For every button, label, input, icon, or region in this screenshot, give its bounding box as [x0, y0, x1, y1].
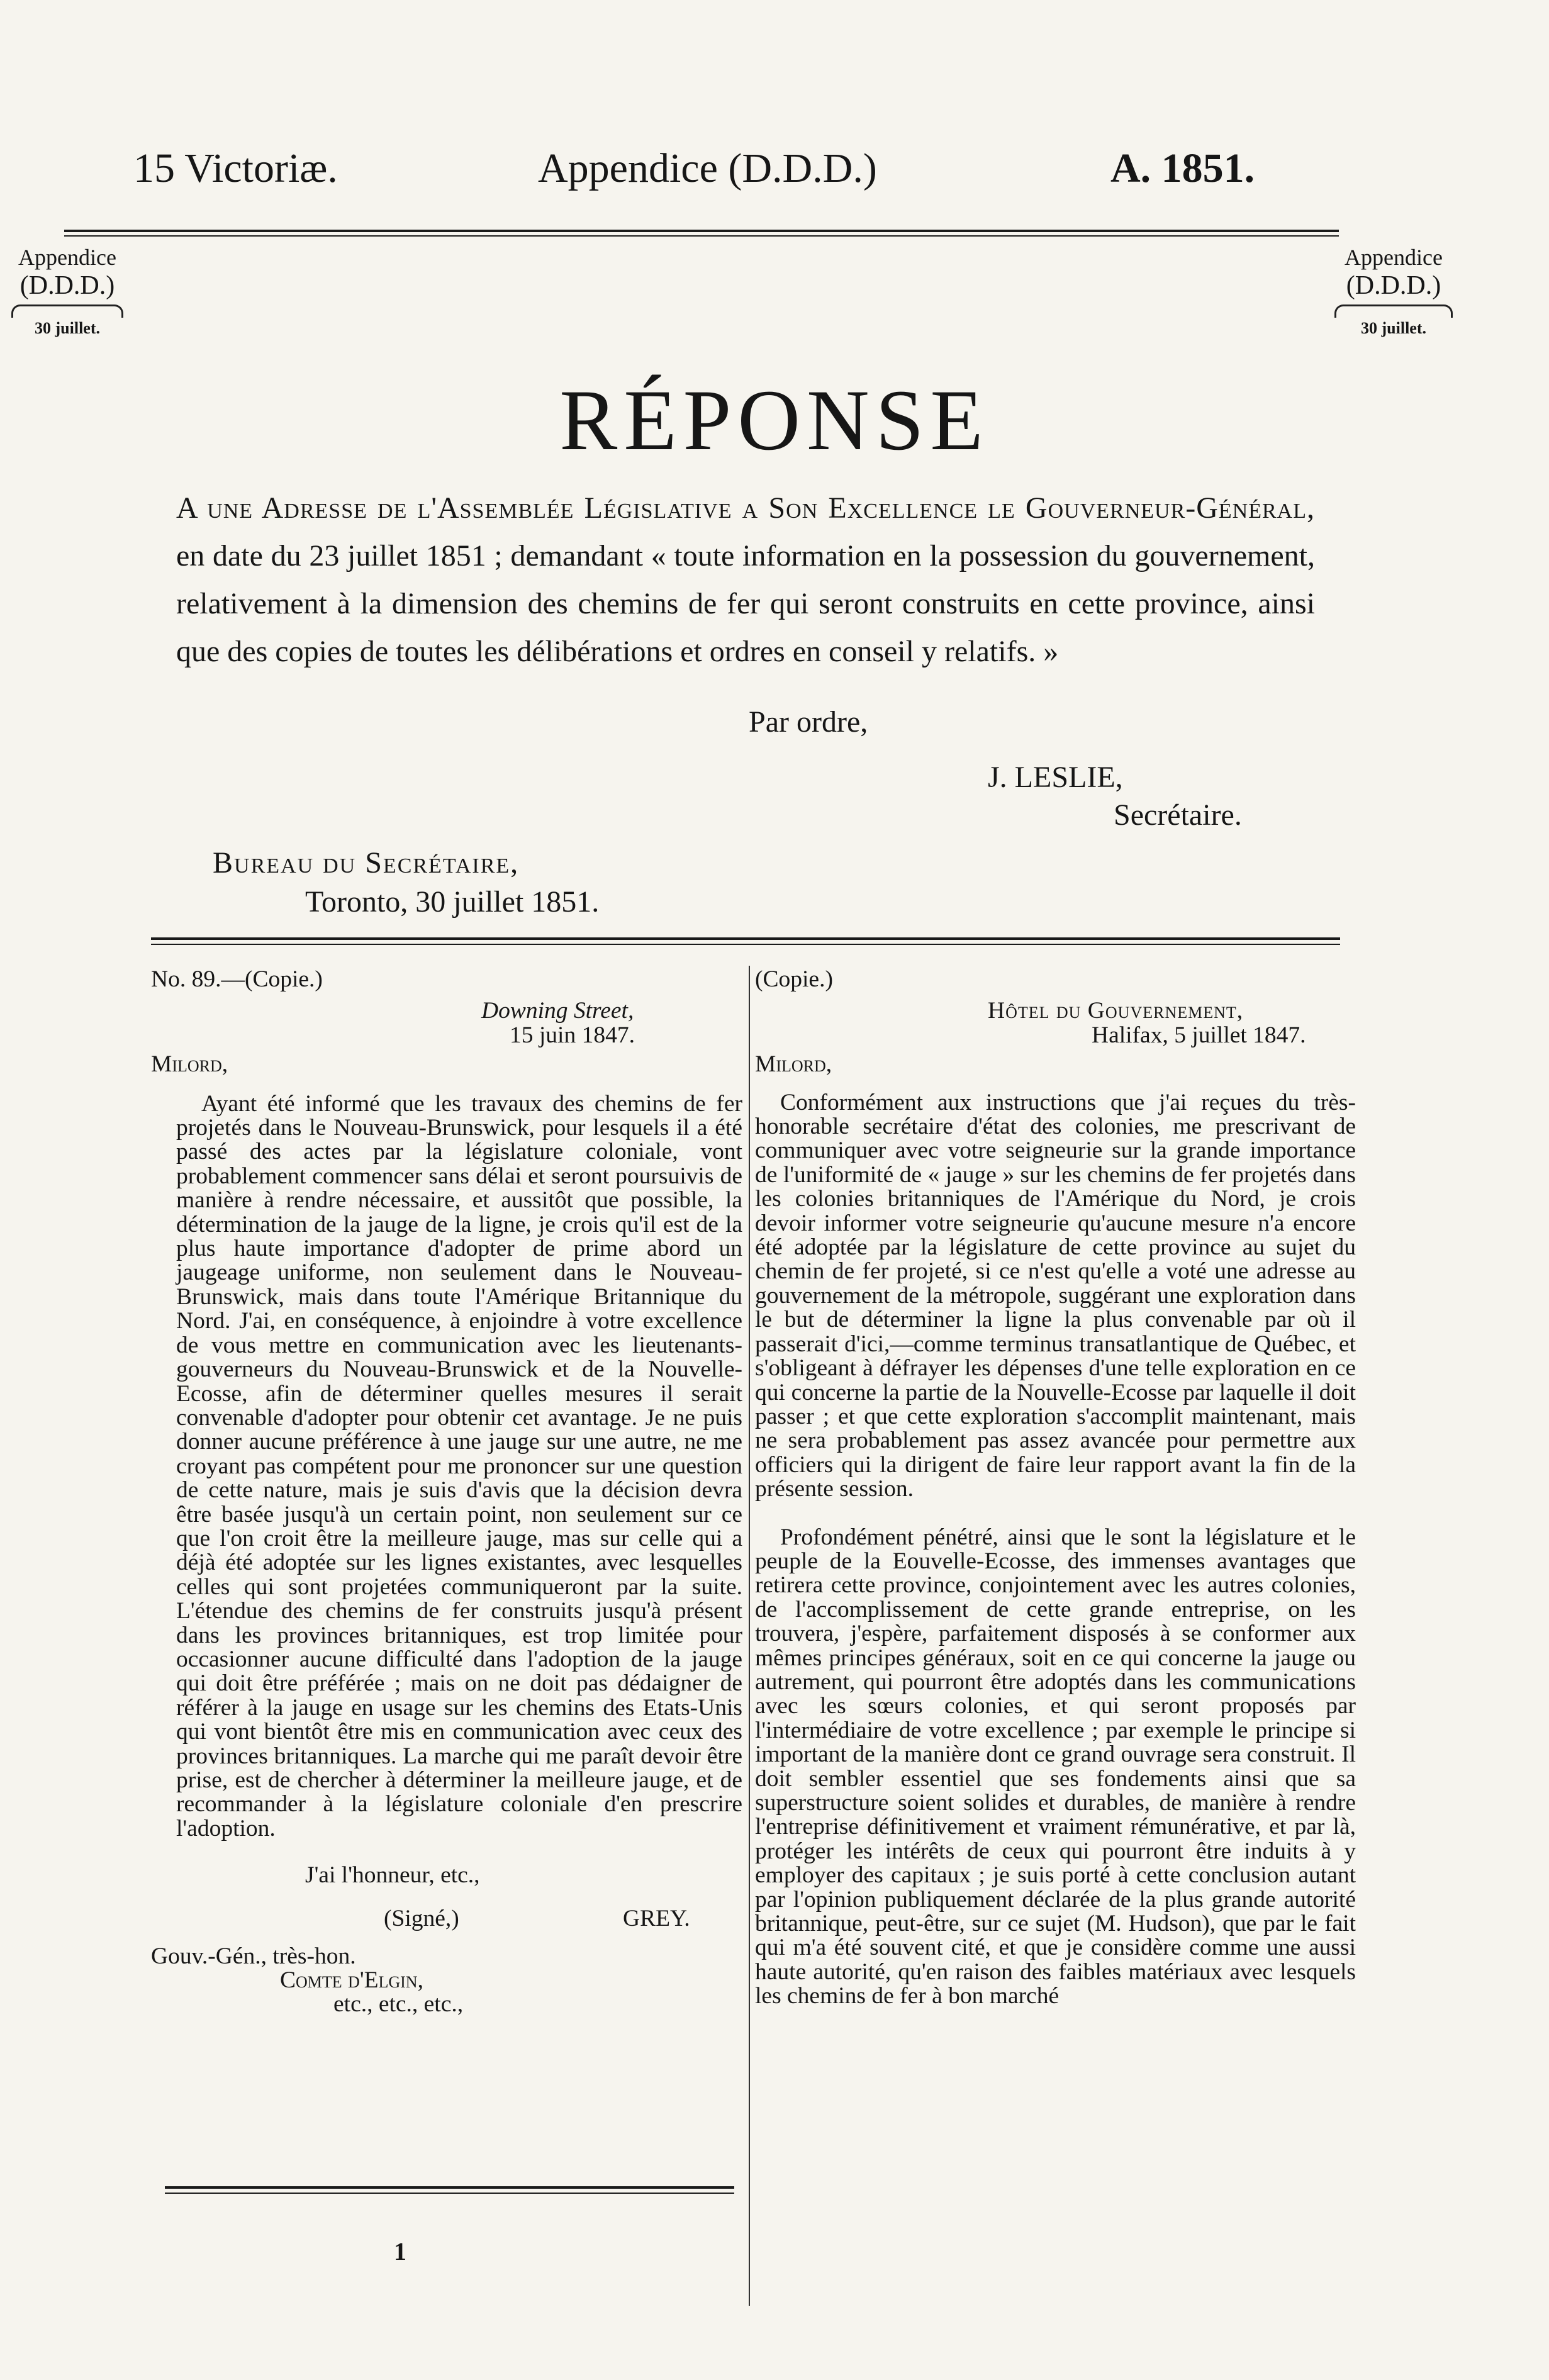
letter-date: Halifax, 5 juillet 1847.: [1092, 1022, 1306, 1048]
margin-label: Appendice: [1345, 245, 1443, 270]
header-right: A. 1851.: [1110, 145, 1255, 191]
column-divider: [749, 966, 750, 2306]
page-number: 1: [394, 2237, 406, 2265]
intro-address: A une Adresse de l'Assemblée Législative a Son Excellence le Gouverneur-Général,: [176, 491, 1315, 525]
header-left: 15 Victoriæ.: [133, 145, 338, 191]
bureau-office: Bureau du Secrétaire,: [213, 846, 520, 880]
addressee-line-3: etc., etc., etc.,: [333, 1991, 464, 2018]
page-title: RÉPONSE: [559, 372, 990, 468]
margin-brace: [11, 304, 123, 318]
letter-salutation: Milord,: [755, 1051, 832, 1078]
signer: GREY.: [623, 1905, 690, 1931]
signer-name: J. LESLIE,: [988, 761, 1123, 794]
signed-mark: (Signé,): [384, 1905, 459, 1931]
margin-label: Appendice: [18, 245, 116, 270]
letter-heading: No. 89.—(Copie.): [151, 966, 323, 992]
left-letter: [151, 968, 742, 2017]
margin-note-right: [1331, 244, 1457, 338]
intro-paragraph: [176, 484, 1315, 676]
margin-date: 30 juillet.: [1361, 319, 1426, 338]
letter-date: 15 juin 1847.: [510, 1022, 635, 1048]
letter-place: Downing Street,: [481, 998, 634, 1024]
right-letter: [755, 968, 1356, 2009]
footer-rule-bottom: [165, 2193, 734, 2194]
letter-closing: J'ai l'honneur, etc.,: [305, 1862, 480, 1889]
signer-title: Secrétaire.: [1114, 798, 1242, 832]
footer-rule-top: [165, 2186, 734, 2189]
bureau-place-date: Toronto, 30 juillet 1851.: [305, 885, 600, 919]
margin-date: 30 juillet.: [35, 319, 100, 338]
margin-code: (D.D.D.): [1346, 271, 1441, 301]
section-rule-bottom: [151, 944, 1340, 945]
letter-body: Ayant été informé que les travaux des chemins de fer projetés dans le Nouveau-Brunswick, pour lesquels il a été passé des actes par la législature coloniale, vont probablement commencer sans délai et seront poursuivis de manière à rendre nécessaire, et aussitôt que possible, la détermination de la jauge de la ligne, je crois qu'il est de la plus haute importance d'adopter de prime abord un jaugeage uniforme, non seulement dans le Nouveau-Brunswick, mais dans toute l'Amérique Britannique du Nord. J'ai, en conséquence, à enjoindre à votre excellence de vous mettre en communication avec les lieutenants-gouverneurs du Nouveau-Brunswick et de la Nouvelle-Ecosse, afin de déterminer quelles mesures il serait convenable d'adopter pour obtenir cet avantage. Je ne puis donner aucune préférence à une jauge sur une autre, ne me croyant pas compétent pour me prononcer sur une question de cette nature, mais je suis d'avis que la décision devra être basée jusqu'à un certain point, non seulement sur ce que l'on croit être la meilleure jauge, mas sur celle qui a déjà été adoptée sur les lignes existantes, avec lesquelles celles qui sont projetées communiqueront par la suite. L'étendue des chemins de fer construits jusqu'à présent dans les provinces britanniques, est trop limitée pour occasionner aucune difficulté dans l'adoption de la jauge qui doit être préférée ; mais on ne doit pas dédaigner de référer à la jauge en usage sur les chemins des Etats-Unis qui vont bientôt être mis en communication avec ceux des provinces britanniques. La marche qui me paraît devoir être prise, est de chercher à déterminer la meilleure jauge, et de recommander à la législature coloniale d'en prescrire l'adoption.: [176, 1090, 742, 1841]
letter-heading: (Copie.): [755, 966, 833, 992]
letter-signed: [384, 1907, 742, 1932]
letter-place: Hôtel du Gouvernement,: [988, 998, 1244, 1024]
margin-brace: [1334, 304, 1453, 318]
header-center: Appendice (D.D.D.): [538, 145, 877, 191]
addressee-line-1: Gouv.-Gén., très-hon.: [151, 1943, 356, 1969]
par-ordre: Par ordre,: [749, 705, 868, 739]
section-rule-top: [151, 937, 1340, 940]
margin-note-left: [8, 244, 127, 338]
header-rule-bottom: [64, 235, 1339, 237]
letter-paragraph-1: Conformément aux instructions que j'ai reçues du très-honorable secrétaire d'état des colonies, me prescrivant de communiquer avec votre seigneurie sur la grande importance de l'uniformité de « jauge » sur les chemins de fer projetés dans les colonies britanniques de l'Amérique du Nord, je crois devoir informer votre seigneurie qu'aucune mesure n'a encore été adoptée par la législature de cette province au sujet du chemin de fer projeté, si ce n'est qu'elle a voté une adresse au gouvernement de la métropole, suggérant une exploration dans le but de déterminer la ligne la plus convenable par où il passerait d'ici,—comme terminus transatlantique de Québec, et s'obligeant à défrayer les dépenses d'une telle exploration en ce qui concerne la partie de la Nouvelle-Ecosse par laquelle il doit passer ; et que cette exploration s'accomplit maintenant, mais ne sera probablement pas assez avancée pour permettre aux officiers qui la dirigent de faire leur rapport avant la fin de la présente session.: [755, 1089, 1356, 1502]
intro-text: en date du 23 juillet 1851 ; demandant « toute information en la possession du gouvernement, relativement à la dimension des chemins de fer qui seront construits en cette province, ainsi que des copies de toutes les délibérations et ordres en conseil y relatifs. »: [176, 539, 1315, 668]
margin-code: (D.D.D.): [20, 271, 115, 301]
addressee-line-2: Comte d'Elgin,: [280, 1967, 423, 1994]
header-rule-top: [64, 230, 1339, 232]
letter-salutation: Milord,: [151, 1051, 228, 1078]
letter-paragraph-2: Profondément pénétré, ainsi que le sont la législature et le peuple de la Eouvelle-Ecosse, des immenses avantages que retirera cette province, conjointement avec les autres colonies, de l'accomplissement de cette grande entreprise, on les trouvera, j'espère, parfaitement disposés à se conformer aux mêmes principes généraux, soit en ce qui concerne la jauge ou autrement, qui pourront être adoptés dans les communications avec les sœurs colonies, et qui seront proposés par l'intermédiaire de votre excellence ; par exemple le principe si important de la manière dont ce grand ouvrage sera construit. Il doit sembler essentiel que ses fondements ainsi que sa superstructure soient solides et durables, de manière à rendre l'entreprise définitivement et vraiment rémunérative, et par là, protéger les intérêts de ceux qui pourront être induits à y employer des capitaux ; je suis porté à cette conclusion autant par l'opinion publiquement déclarée de la plus grande autorité britannique, peut-être, sur ce sujet (M. Hudson), que par le fait qui m'a été souvent cité, et que je considère comme une aussi haute autorité, qu'en raison des faibles matériaux avec lesquels les chemins de fer à bon marché: [755, 1524, 1356, 2009]
